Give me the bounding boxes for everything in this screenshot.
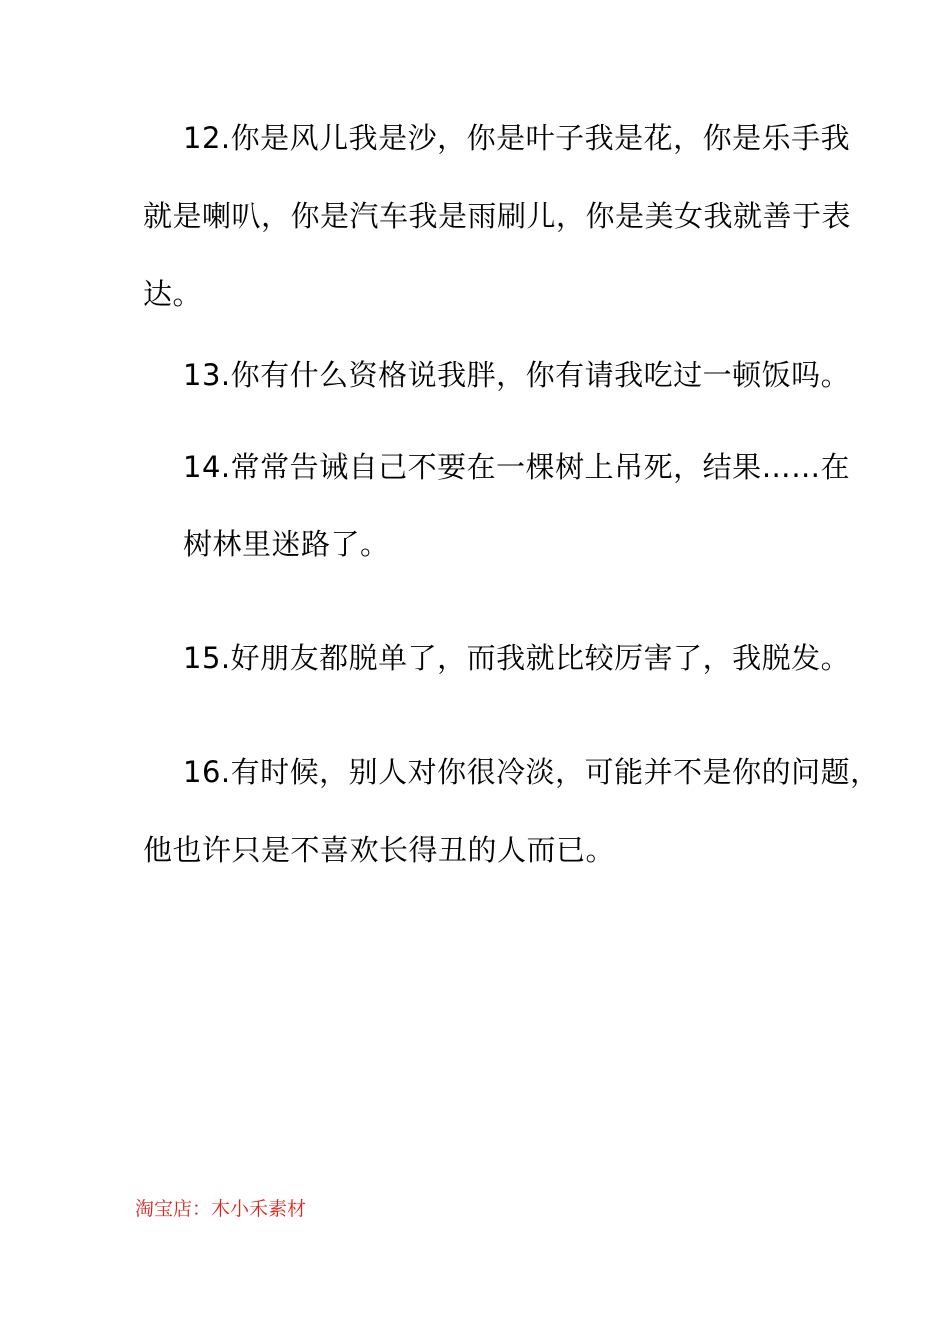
item-12-line-3: 达。 <box>143 277 203 311</box>
item-16-line-1: 16.有时候，别人对你很冷淡，可能并不是你的问题， <box>183 755 880 789</box>
item-13-line-1: 13.你有什么资格说我胖，你有请我吃过一顿饭吗。 <box>183 358 851 392</box>
item-12-line-1: 12.你是风儿我是沙，你是叶子我是花，你是乐手我 <box>183 121 851 155</box>
item-14-line-1: 14.常常告诫自己不要在一棵树上吊死，结果……在 <box>183 450 851 484</box>
item-14-line-2: 树林里迷路了。 <box>183 527 390 561</box>
shop-label: 淘宝店：木小禾素材 <box>135 1198 307 1220</box>
item-16-line-2: 他也许只是不喜欢长得丑的人而已。 <box>143 833 616 867</box>
item-15-line-1: 15.好朋友都脱单了，而我就比较厉害了，我脱发。 <box>183 641 851 675</box>
item-12-line-2: 就是喇叭，你是汽车我是雨刷儿，你是美女我就善于表 <box>143 199 852 233</box>
